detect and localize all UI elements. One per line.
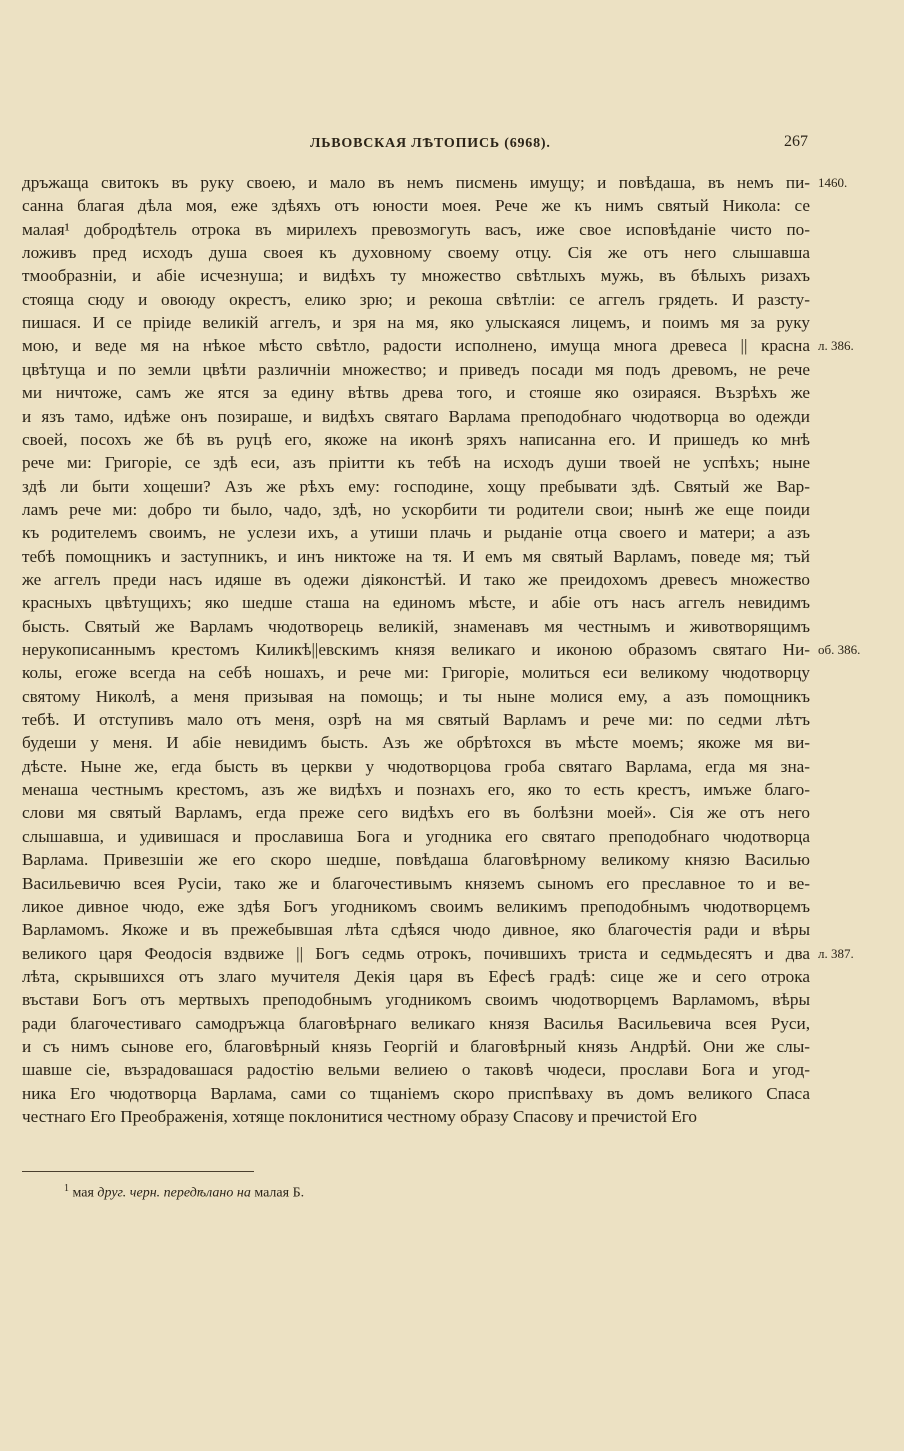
text-line: ника Его чюдотворца Варлама, сами со тщаніемъ скоро приспѣваху въ домъ великого Спаса [22,1083,810,1103]
text-line: здѣ ли быти хощеши? Азъ же рѣхъ ему: господине, хощу пребывати здѣ. Святый же Вар- [22,476,810,496]
text-line: нерукописаннымъ крестомъ Киликѣ||евскимъ князя великаго и иконою образомъ святаго Ни- [22,640,810,659]
text-line: слови мя святый Варламъ, егда преже сего видѣхъ его въ болѣзни моей». Сія же отъ него [22,803,810,823]
text-line: ложивъ пред исходъ душа своея къ духовному своему отцу. Сія же отъ него слышавша [22,243,810,263]
text-line: Варлама. Привезшіи же его скоро шедше, повѣдаша благовѣрному великому князю Василью [22,850,810,870]
text-line: и съ нимъ сынове его, благовѣрный князь Георгій и благовѣрный князь Андрѣй. Они же слы- [22,1036,810,1056]
text-line: къ родителемъ своимъ, не услези ихъ, а утиши плачь и рыданіе отца своего и матери; а азъ [22,523,810,543]
text-line: великого царя Феодосія вздвиже || Богъ седмь отрокъ, почившихъ триста и седмьдесятъ и два [22,943,810,963]
footnote [64,1183,304,1202]
text-line: въстави Богъ отъ мертвыхъ преподобнымъ угодникомъ своимъ чюдотворцемъ Варламомъ, вѣры [22,990,810,1010]
margin-note: 1460. [818,175,848,190]
footnote-number: 1 [64,1183,69,1194]
text-line: санна благая дѣла моя, еже здѣяхъ отъ юности моея. Рече же къ нимъ святый Никола: се [22,196,810,216]
text-line: лѣта, скрывшихся отъ злаго мучителя Декія царя въ Ефесѣ градѣ: сице же и сего отрока [22,966,810,986]
running-header-title: ЛЬВОВСКАЯ ЛѢТОПИСЬ (6968). [310,136,551,151]
text-line: и язъ тамо, идѣже онъ позираше, и видѣхъ святаго Варлама преподобнаго чюдотворца во одежди [22,406,810,426]
margin-note: л. 387. [818,945,854,961]
footnote-prefix: мая [69,1185,98,1201]
text-line: будеши у меня. И абіе невидимъ бысть. Азъ же обрѣтохся въ мѣсте моемъ; якоже мя ви- [22,733,810,753]
text-line: менаша честнымъ крестомъ, азъ же видѣхъ и познахъ его, яко то есть крестъ, имъже благо- [22,780,810,800]
text-line: своей, посохъ же бѣ въ руцѣ его, якоже на иконѣ зряхъ написанна его. И пришедъ ко мнѣ [22,429,810,449]
text-line: красныхъ цвѣтущихъ; яко шедше сташа на единомъ мѣсте, и абіе отъ насъ аггелъ невидимъ [22,593,810,613]
text-line: цвѣтуща и по земли цвѣти различніи множество; и приведъ посади мя подъ древомъ, не рече [22,359,810,379]
text-line: бысть. Святый же Варламъ чюдотворець великій, знаменавъ мя честнымъ и животворящимъ [22,616,810,636]
text-line: слышавша, и удивишася и прославиша Бога и угодника его святаго преподобнаго чюдотворца [22,826,810,846]
footnote-suffix: малая Б. [250,1185,305,1201]
text-line: Варламомъ. Якоже и въ прежебывшая лѣта сдѣяся чюдо дивное, яко благочестія ради и вѣры [22,920,810,940]
footnote-italic: друг. черн. передѣлано на [97,1185,251,1201]
text-line: честнаго Его Преображенія, хотяще поклонитися честному образу Спасову и пречистой Его [22,1107,697,1126]
text-line: ликое дивное чюдо, еже здѣя Богъ угодникомъ своимъ великимъ преподобнымъ чюдотворцемъ [22,896,810,916]
margin-note: об. 386. [818,642,861,657]
text-line: колы, егоже всегда на себѣ ношахъ, и рече ми: Григоріе, молиться еси великому чюдотворцу [22,663,810,683]
text-line: ламъ рече ми: добро ти было, чадо, здѣ, но ускорбити ти родители свои; нынѣ же еще поиди [22,499,810,519]
margin-note: л. 386. [818,338,854,354]
text-line: малая¹ добродѣтель отрока въ мирилехъ превозмогуть васъ, иже свое исповѣданіе чисто по- [22,219,810,239]
text-line: Васильевичю всея Русіи, тако же и благочестивымъ княземъ сыномъ его преславное то и ве- [22,873,810,893]
page-number: 267 [784,133,808,150]
text-line: тмообразніи, и абіе исчезнуша; и видѣхъ ту множество свѣтлыхъ мужь, въ бѣлыхъ ризахъ [22,266,810,286]
text-line: святому Николѣ, а меня призывая на помощь; и ты ныне молися ему, а азъ помощникъ [22,686,810,706]
text-line: пишася. И се пріиде великій аггелъ, и зря на мя, яко улыскаяся лицемъ, и поимъ мя за руку [22,313,810,333]
text-line: дѣсте. Ныне же, егда бысть въ церкви у чюдотворцова гроба святаго Варлама, егда мя зна- [22,756,810,776]
text-line: шавше сіе, възрадовашася радостію вельми велиею о таковѣ чюдеси, прослави Бога и угод- [22,1060,810,1080]
text-line: рече ми: Григоріе, се здѣ еси, азъ пріитти къ тебѣ на исходъ души твоей не успѣхъ; ныне [22,453,810,473]
text-line: ради благочестиваго самодръжца благовѣрнаго великаго князя Василья Васильевича всея Руси, [22,1013,810,1033]
text-line: тебѣ помощникъ и заступникъ, и инъ никтоже на тя. И емъ мя святый Варламъ, поведе мя; тъй [22,546,810,566]
footnote-divider [22,1171,254,1172]
text-line: же аггелъ преди насъ идяше въ одежи діяконстѣй. И тако же преидохомъ древесъ множество [22,569,810,589]
text-line: мою, и веде мя на нѣкое мѣсто свѣтло, радости исполнено, имуща многа древеса || красна [22,336,810,356]
text-line: тебѣ. И отступивъ мало отъ меня, озрѣ на мя святый Варламъ и рече ми: по седми лѣтъ [22,710,810,730]
text-line: ми ничтоже, самъ же ятся за едину вѣтвь древа того, и стояше яко озираяся. Възрѣхъ же [22,383,810,403]
text-line: стояща сюду и овоюду окрестъ, елико зрю; и рекоша свѣтліи: се аггелъ грядеть. И разсту- [22,289,810,309]
text-line: дръжаща свитокъ въ руку своею, и мало въ немъ писмень имущу; и повѣдаша, въ немъ пи- [22,173,810,192]
